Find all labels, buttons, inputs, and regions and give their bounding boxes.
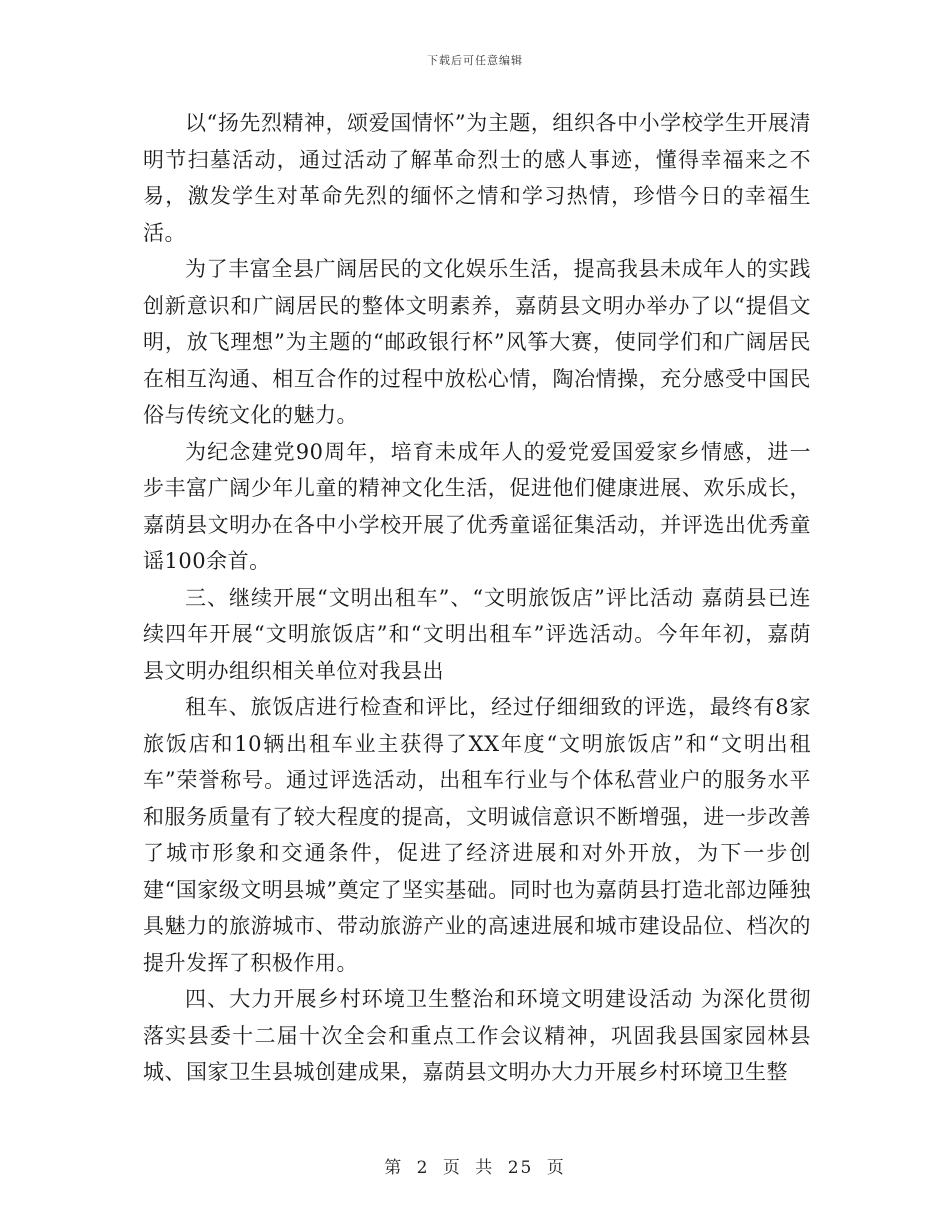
page-header-note: 下载后可任意编辑: [427, 54, 523, 67]
paragraph-section-three: 三、继续开展“文明出租车”、“文明旅饭店”评比活动 嘉荫县已连续四年开展“文明旅饭店”和“文明出租车”评选活动。今年年初，嘉荫县文明办组织相关单位对我县出: [143, 585, 811, 683]
paragraph-qingming-activity: 以“扬先烈精神，颂爱国情怀”为主题，组织各中小学校学生开展清明节扫墓活动，通过活动了解革命烈士的感人事迹，懂得幸福来之不易，激发学生对革命先烈的缅怀之情和学习热情，珍惜今日的幸福生活。: [143, 111, 811, 245]
page-number-footer: 第 2 页 共 25 页: [384, 1158, 566, 1178]
paragraph-kite-contest: 为了丰富全县广阔居民的文化娱乐生活，提高我县未成年人的实践创新意识和广阔居民的整体文明素养，嘉荫县文明办举办了以“提倡文明，放飞理想”为主题的“邮政银行杯”风筝大赛，使同学们和广阔居民在相互沟通、相互合作的过程中放松心情，陶冶情操，充分感受中国民俗与传统文化的魅力。: [143, 257, 811, 427]
paragraph-taxi-hotel-results: 租车、旅饭店进行检查和评比，经过仔细细致的评选，最终有8家旅饭店和10辆出租车业主获得了XX年度“文明旅饭店”和“文明出租车”荣誉称号。通过评选活动，出租车行业与个体私营业户的服务水平和服务质量有了较大程度的提高，文明诚信意识不断增强，进一步改善了城市形象和交通条件，促进了经济进展和对外开放，为下一步创建“国家级文明县城”奠定了坚实基础。同时也为嘉荫县打造北部边陲独具魅力的旅游城市、带动旅游产业的高速进展和城市建设品位、档次的提升发挥了积极作用。: [143, 695, 811, 975]
document-body: [143, 105, 811, 1091]
paragraph-section-four: 四、大力开展乡村环境卫生整治和环境文明建设活动 为深化贯彻落实县委十二届十次全会和重点工作会议精神，巩固我县国家园林县城、国家卫生县城创建成果，嘉荫县文明办大力开展乡村环境卫生整: [143, 987, 811, 1084]
paragraph-nursery-rhymes: 为纪念建党90周年，培育未成年人的爱党爱国爱家乡情感，进一步丰富广阔少年儿童的精神文化生活，促进他们健康进展、欢乐成长，嘉荫县文明办在各中小学校开展了优秀童谣征集活动，并评选出优秀童谣100余首。: [143, 439, 811, 573]
